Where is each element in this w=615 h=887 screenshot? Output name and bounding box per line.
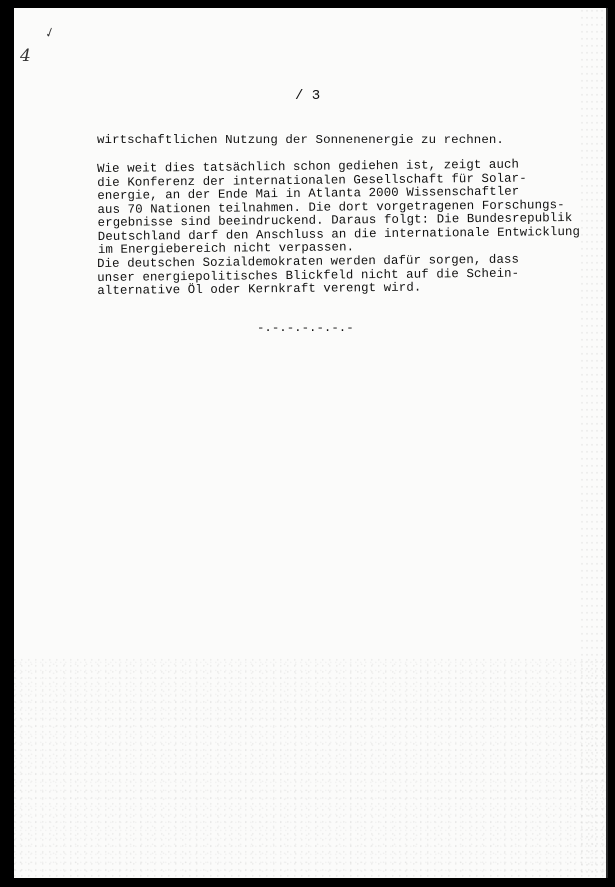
page-number: / 3 <box>295 88 321 104</box>
scan-noise <box>14 658 606 878</box>
handwritten-page-mark: 4 <box>20 46 31 66</box>
end-separator: -.-.-.-.-.-.- <box>257 321 354 335</box>
paragraph-conclusion: Die deutschen Sozialdemokraten werden dafür sorgen, dass unser energiepolitisches Blickfeld nicht auf die Schein- alternative Öl oder Kernkraft verengt wird. <box>96 252 520 298</box>
document-page <box>14 8 608 878</box>
handwritten-tick-mark: ✓ <box>41 24 57 42</box>
paragraph-conference: Wie weit dies tatsächlich schon gediehen ist, zeigt auch die Konferenz der internationalen Gesellschaft für Solar- energie, an der Ende Mai in Atlanta 2000 Wissenschaftler aus 70 Nationen teilnahmen. Die dort vorgetragenen Forschungs- ergebnisse sind beeindruckend. Daraus folgt: Die Bundesrepublik Deutschland darf den Anschluss an die internationale Entwicklung im Energiebereich nicht verpassen. <box>96 157 581 257</box>
paragraph-continuation: wirtschaftlichen Nutzung der Sonnenenergie zu rechnen. <box>97 133 504 147</box>
